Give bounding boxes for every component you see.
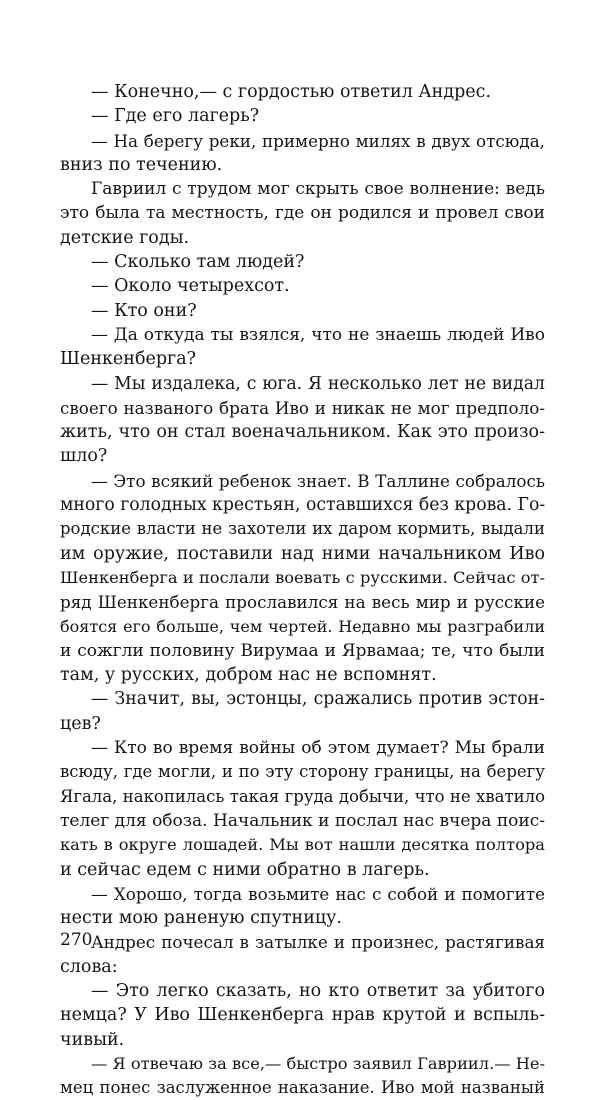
text-line: — Кто во время войны об этом думает? Мы брали	[91, 738, 545, 759]
text-line: — Мы издалека, с юга. Я несколько лет не видал	[91, 373, 545, 394]
text-line: своего названого брата Иво и никак не мог предполо-	[60, 397, 545, 418]
text-line: — Сколько там людей?	[91, 252, 305, 273]
text-line: Гавриил с трудом мог скрыть свое волнение: ведь	[91, 179, 545, 200]
text-line: и сейчас едем с ними обратно в лагерь.	[60, 859, 430, 880]
text-line: телег для обоза. Начальник и послал нас вчера поис-	[60, 810, 545, 831]
text-line: чивый.	[60, 1029, 125, 1050]
text-line: нести мою раненую спутницу.	[60, 908, 342, 929]
text-line: жить, что он стал военачальником. Как это произо-	[60, 422, 545, 443]
text-line: детские годы.	[60, 227, 190, 248]
text-line: и сожгли половину Вирумаа и Ярвамаа; те, что были	[60, 640, 545, 661]
text-line: много голодных крестьян, оставшихся без крова. Го-	[60, 495, 546, 516]
page-number: 270	[60, 930, 93, 950]
text-line: немца? У Иво Шенкенберга нрав крутой и вспыль-	[60, 1005, 545, 1026]
text-line: — Это всякий ребенок знает. В Таллине собралось	[91, 470, 545, 491]
text-line: Ягала, накопилась такая груда добычи, что не хватило	[60, 786, 545, 806]
text-line: — Да откуда ты взялся, что не знаешь людей Иво	[91, 324, 545, 345]
text-line: — Кто они?	[91, 300, 197, 321]
text-line: Шенкенберга?	[60, 349, 197, 370]
text-line: цев?	[60, 713, 101, 734]
text-line: родские власти не захотели их даром кормить, выдали	[60, 519, 545, 539]
text-line: кать в округе лошадей. Мы вот нашли десятка полтора	[60, 835, 545, 855]
body-text	[60, 80, 545, 1100]
text-line: слова:	[60, 956, 118, 977]
text-line: это была та местность, где он родился и провел свои	[60, 203, 545, 224]
text-line: всюду, где могли, и по эту сторону границы, на берегу	[60, 762, 545, 782]
text-line: — Это легко сказать, но кто ответит за убитого	[91, 980, 545, 1001]
text-line: — Где его лагерь?	[91, 106, 260, 127]
text-line: там, у русских, добром нас не вспомнят.	[60, 665, 437, 686]
text-line: шло?	[60, 446, 108, 467]
text-line: вниз по течению.	[60, 154, 223, 175]
text-line: — Конечно,— с гордостью ответил Андрес.	[91, 82, 492, 102]
text-line: Шенкенберга и послали воевать с русскими. Сейчас от-	[60, 567, 545, 587]
text-line: — Значит, вы, эстонцы, сражались против эстон-	[91, 689, 545, 710]
text-line: им оружие, поставили над ними начальником Иво	[60, 543, 545, 564]
text-line: — Около четырехсот.	[91, 276, 290, 297]
text-line: — Я отвечаю за все,— быстро заявил Гавриил.— Не-	[91, 1053, 545, 1073]
text-line: боятся его больше, чем чертей. Недавно мы разграбили	[60, 616, 545, 636]
text-line: Андрес почесал в затылке и произнес, растягивая	[91, 932, 545, 953]
text-line: мец понес заслуженное наказание. Иво мой названый	[60, 1078, 545, 1098]
text-line: — На берегу реки, примерно милях в двух отсюда,	[91, 130, 545, 151]
text-line: ряд Шенкенберга прославился на весь мир и русские	[60, 592, 545, 613]
text-line: — Хорошо, тогда возьмите нас с собой и помогите	[91, 883, 545, 904]
